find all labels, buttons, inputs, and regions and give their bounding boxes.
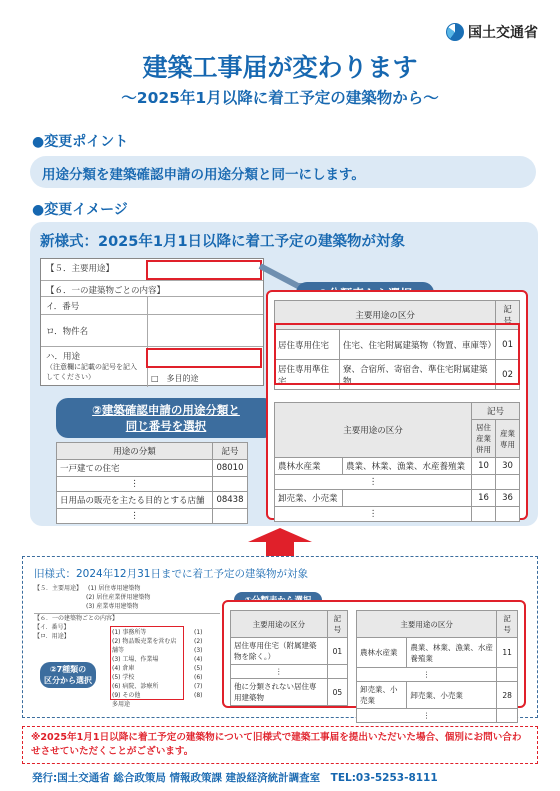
cell: 01 — [327, 638, 347, 665]
col-header: 用途の分類 — [57, 443, 213, 460]
col-header: 主要用途の区分 — [275, 403, 472, 458]
cell: 28 — [497, 682, 518, 709]
form-label: (5) 学校 — [112, 674, 135, 681]
cell: 居住専用住宅 — [275, 330, 340, 360]
form-label: 【イ．番号】 — [34, 624, 70, 631]
form-note: （注意欄に記載の記号を記入してください） — [46, 363, 137, 381]
form-label: (5) — [194, 665, 203, 672]
old-seven-types-badge — [40, 662, 96, 688]
old-classification-table-2 — [356, 610, 518, 723]
form-label: 【５．主要用途】 — [34, 585, 83, 592]
points-heading: ●変更ポイント — [32, 134, 129, 150]
form-label: (1) 居住専用建築物 — [88, 585, 141, 592]
same-code-badge — [56, 398, 276, 438]
badge-line-2: 同じ番号を選択 — [125, 419, 207, 433]
cell: ⋮ — [57, 477, 213, 492]
col-header: 記号 — [472, 403, 520, 420]
form-label: (6) — [194, 674, 203, 681]
form-label: (1) 事務所等 — [112, 629, 147, 636]
new-form-title: 新様式：2025年1月1日以降に着工予定の建築物が対象 — [40, 234, 406, 250]
cell: ⋮ — [275, 475, 472, 490]
badge-line-1: ②7種類の — [49, 665, 87, 674]
cell: 農業、林業、漁業、水産養殖業 — [407, 638, 497, 668]
form-label: ハ．用途 — [46, 352, 81, 362]
form-label: (7) — [194, 683, 203, 690]
notice-box: ※2025年1月1日以降に着工予定の建築物について旧様式で建築工事届を提出いただいた場合、個別にお問い合わせさせていただくことがございます。 — [22, 726, 538, 764]
mlit-emblem-icon — [446, 23, 464, 41]
badge-line-1: ②建築確認申請の用途分類と — [92, 403, 240, 417]
old-form-title: 旧様式：2024年12月31日までに着工予定の建築物が対象 — [34, 568, 308, 580]
cell: 農業、林業、漁業、水産養殖業 — [343, 458, 472, 475]
cell: 他に分類されない居住専用建築物 — [231, 679, 328, 706]
image-heading: ●変更イメージ — [32, 202, 128, 218]
use-input-highlight — [146, 348, 262, 368]
form-label: (2) 居住産業併用建築物 — [86, 594, 151, 601]
form-row: 【６．一の建築物ごとの内容】 — [41, 281, 263, 297]
cell: 居住専用住宅（附属建築物を除く。） — [231, 638, 328, 665]
old-classification-table-1 — [230, 610, 348, 706]
col-header: 居住産業併用 — [472, 420, 496, 458]
footer-publisher: 発行:国土交通省 総合政策局 情報政策課 建設経済統計調査室 TEL:03-5253-8111 — [32, 772, 438, 784]
form-label: (2) — [194, 638, 203, 645]
form-row: ロ．物件名 — [41, 315, 263, 347]
col-header: 記号 — [496, 301, 520, 330]
form-checkbox-label: □ 多目的途 — [151, 374, 199, 383]
col-header: 主要用途の区分 — [231, 611, 328, 638]
cell: 10 — [472, 458, 496, 475]
form-label: 【ロ．用途】 — [34, 633, 70, 640]
page-title: 建築工事届が変わります — [142, 53, 418, 82]
cell: 寮、合宿所、寄宿舎、準住宅附属建築物 — [340, 360, 496, 390]
cell: 卸売業、小売業 — [407, 682, 497, 709]
classification-table-2 — [274, 402, 520, 522]
cell: 11 — [497, 638, 518, 668]
cell: 01 — [496, 330, 520, 360]
cell: 一戸建ての住宅 — [57, 460, 213, 477]
cell: ⋮ — [231, 665, 328, 679]
form-row: 【５．主要用途】 — [41, 259, 263, 281]
cell — [212, 477, 247, 492]
cell: 住宅、住宅附属建築物（物置、車庫等） — [340, 330, 496, 360]
form-label: (4) — [194, 656, 203, 663]
form-label: (2) 物品販売業を営む店舗等 — [112, 638, 177, 654]
up-arrow-icon — [238, 528, 322, 556]
form-row: イ．番号 — [41, 297, 263, 315]
cell: 農林水産業 — [275, 458, 343, 475]
code-table — [56, 442, 248, 524]
cell — [343, 490, 472, 507]
form-label: (9) その他 — [112, 692, 141, 699]
cell: 02 — [496, 360, 520, 390]
col-header: 記号 — [212, 443, 247, 460]
form-label: 多用途 — [112, 701, 131, 708]
main-use-input-highlight — [146, 260, 262, 280]
cell: ⋮ — [57, 509, 213, 524]
cell: 16 — [472, 490, 496, 507]
cell: 居住専用準住宅 — [275, 360, 340, 390]
badge-line-2: 区分から選択 — [44, 676, 92, 685]
cell: 農林水産業 — [357, 638, 407, 668]
mlit-logo — [446, 22, 538, 42]
cell: ⋮ — [275, 507, 472, 522]
points-text: 用途分類を建築確認申請の用途分類と同一にします。 — [30, 156, 536, 188]
form-label: 【６．一の建築物ごとの内容】 — [34, 615, 119, 622]
col-header: 産業専用 — [496, 420, 520, 458]
form-label: (1) — [194, 629, 203, 636]
cell — [212, 509, 247, 524]
old-use-highlight — [110, 626, 184, 700]
cell: ⋮ — [357, 709, 497, 723]
col-header: 主要用途の区分 — [357, 611, 497, 638]
cell: 卸売業、小売業 — [275, 490, 343, 507]
form-label: (3) 産業専用建築物 — [86, 603, 139, 610]
form-label: (3) 工場、作業場 — [112, 656, 159, 663]
form-label: (8) — [194, 692, 203, 699]
cell: 36 — [496, 490, 520, 507]
form-label: (3) — [194, 647, 203, 654]
cell: 08438 — [212, 492, 247, 509]
form-label: (6) 病院、診療所 — [112, 683, 159, 690]
page-subtitle: ～2025年1月以降に着工予定の建築物から～ — [121, 89, 439, 107]
cell: 日用品の販売を主たる目的とする店舗 — [57, 492, 213, 509]
row-highlight — [274, 323, 520, 385]
col-header: 記号 — [327, 611, 347, 638]
cell: 30 — [496, 458, 520, 475]
col-header: 記号 — [497, 611, 518, 638]
form-label: (4) 倉庫 — [112, 665, 135, 672]
cell: ⋮ — [357, 668, 497, 682]
cell: 05 — [327, 679, 347, 706]
col-header: 主要用途の区分 — [275, 301, 496, 330]
cell: 08010 — [212, 460, 247, 477]
logo-text: 国土交通省 — [468, 25, 538, 41]
cell: 卸売業、小売業 — [357, 682, 407, 709]
